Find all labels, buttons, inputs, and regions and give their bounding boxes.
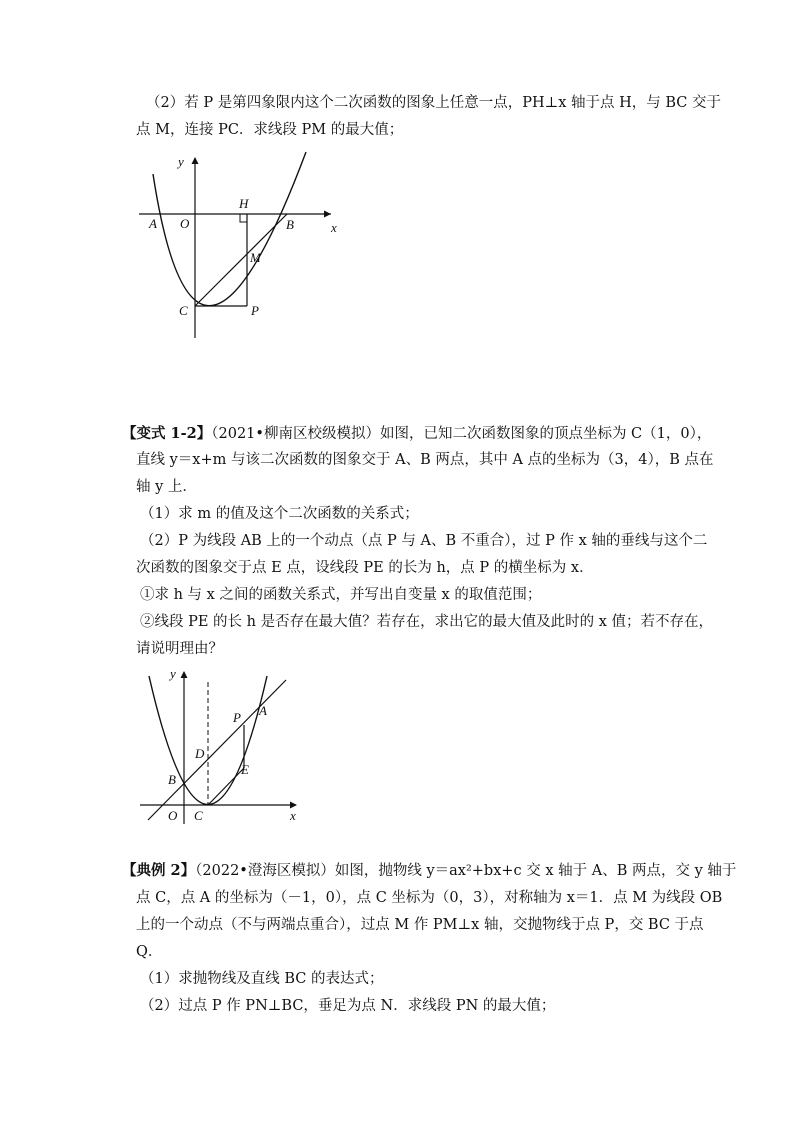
problem-text-line: 点 C，点 A 的坐标为（－1，0），点 C 坐标为（0，3），对称轴为 x＝1．点 M 为线段 OB [136, 890, 723, 906]
label-y: y [178, 154, 184, 169]
label-h: H [239, 196, 249, 211]
label-o: O [168, 808, 178, 823]
label-c: C [179, 303, 188, 318]
problem-text-line: 点 M，连接 PC．求线段 PM 的最大值； [136, 122, 404, 138]
problem-text-line: 请说明理由？ [136, 641, 223, 657]
problem-text: （2021•柳南区校级模拟）如图，已知二次函数图象的顶点坐标为 C（1，0）， [211, 426, 712, 442]
label-e: E [241, 762, 249, 777]
label-x: x [331, 220, 337, 235]
label-a: A [259, 703, 267, 718]
y-axis-arrow [181, 671, 188, 678]
label-o: O [180, 216, 190, 231]
parabola-figure-2 [132, 662, 312, 832]
problem-text-line [122, 424, 711, 444]
y-axis-arrow [192, 157, 199, 164]
problem-text-line: （1）求 m 的值及这个二次函数的关系式； [140, 506, 419, 522]
label-p: P [233, 710, 241, 725]
problem-text-line: Q． [136, 944, 163, 960]
x-axis-arrow [324, 211, 331, 218]
problem-text: （2022•澄海区模拟）如图，抛物线 y＝ax²+bx+c 交 x 轴于 A、B 两点，交 y 轴于 [195, 863, 737, 879]
problem-text-line: 轴 y 上． [136, 479, 197, 495]
problem-tag: 【典例 2】 [122, 862, 196, 879]
problem-text-line [122, 861, 736, 881]
label-m: M [250, 250, 261, 265]
problem-text-line: 次函数的图象交于点 E 点，设线段 PE 的长为 h，点 P 的横坐标为 x． [136, 560, 594, 576]
label-d: D [195, 746, 205, 761]
problem-text-line: （1）求抛物线及直线 BC 的表达式； [140, 971, 384, 987]
parabola-curve [153, 152, 306, 306]
problem-text-line: ①求 h 与 x 之间的函数关系式，并写出自变量 x 的取值范围； [140, 587, 542, 603]
problem-tag: 【变式 1-2】 [122, 425, 212, 442]
segment-ce [208, 768, 244, 805]
label-b: B [168, 772, 176, 787]
problem-text-line: 直线 y＝x+m 与该二次函数的图象交于 A、B 两点，其中 A 点的坐标为（3，4），B 点在 [136, 452, 714, 468]
label-p: P [251, 303, 259, 318]
right-angle-mark [240, 214, 247, 222]
label-c: C [194, 808, 203, 823]
segment-bc [195, 214, 287, 306]
problem-text-line: （2）若 P 是第四象限内这个二次函数的图象上任意一点，PH⊥x 轴于点 H，与 BC 交于 [146, 95, 722, 111]
problem-text-line: （2）过点 P 作 PN⊥BC，垂足为点 N．求线段 PN 的最大值； [140, 998, 556, 1014]
label-x: x [290, 808, 296, 823]
problem-text-line: （2）P 为线段 AB 上的一个动点（点 P 与 A、B 不重合），过 P 作 x 轴的垂线与这个二 [140, 533, 708, 549]
line-ab [148, 680, 286, 820]
problem-text-line: 上的一个动点（不与两端点重合），过点 M 作 PM⊥x 轴，交抛物线于点 P，交 BC 于点 [136, 917, 704, 933]
problem-text-line: ②线段 PE 的长 h 是否存在最大值？若存在，求出它的最大值及此时的 x 值；若不存在， [140, 614, 714, 630]
label-y: y [170, 666, 176, 681]
label-b: B [286, 217, 294, 232]
label-a: A [149, 216, 157, 231]
parabola-figure-1 [135, 148, 345, 348]
